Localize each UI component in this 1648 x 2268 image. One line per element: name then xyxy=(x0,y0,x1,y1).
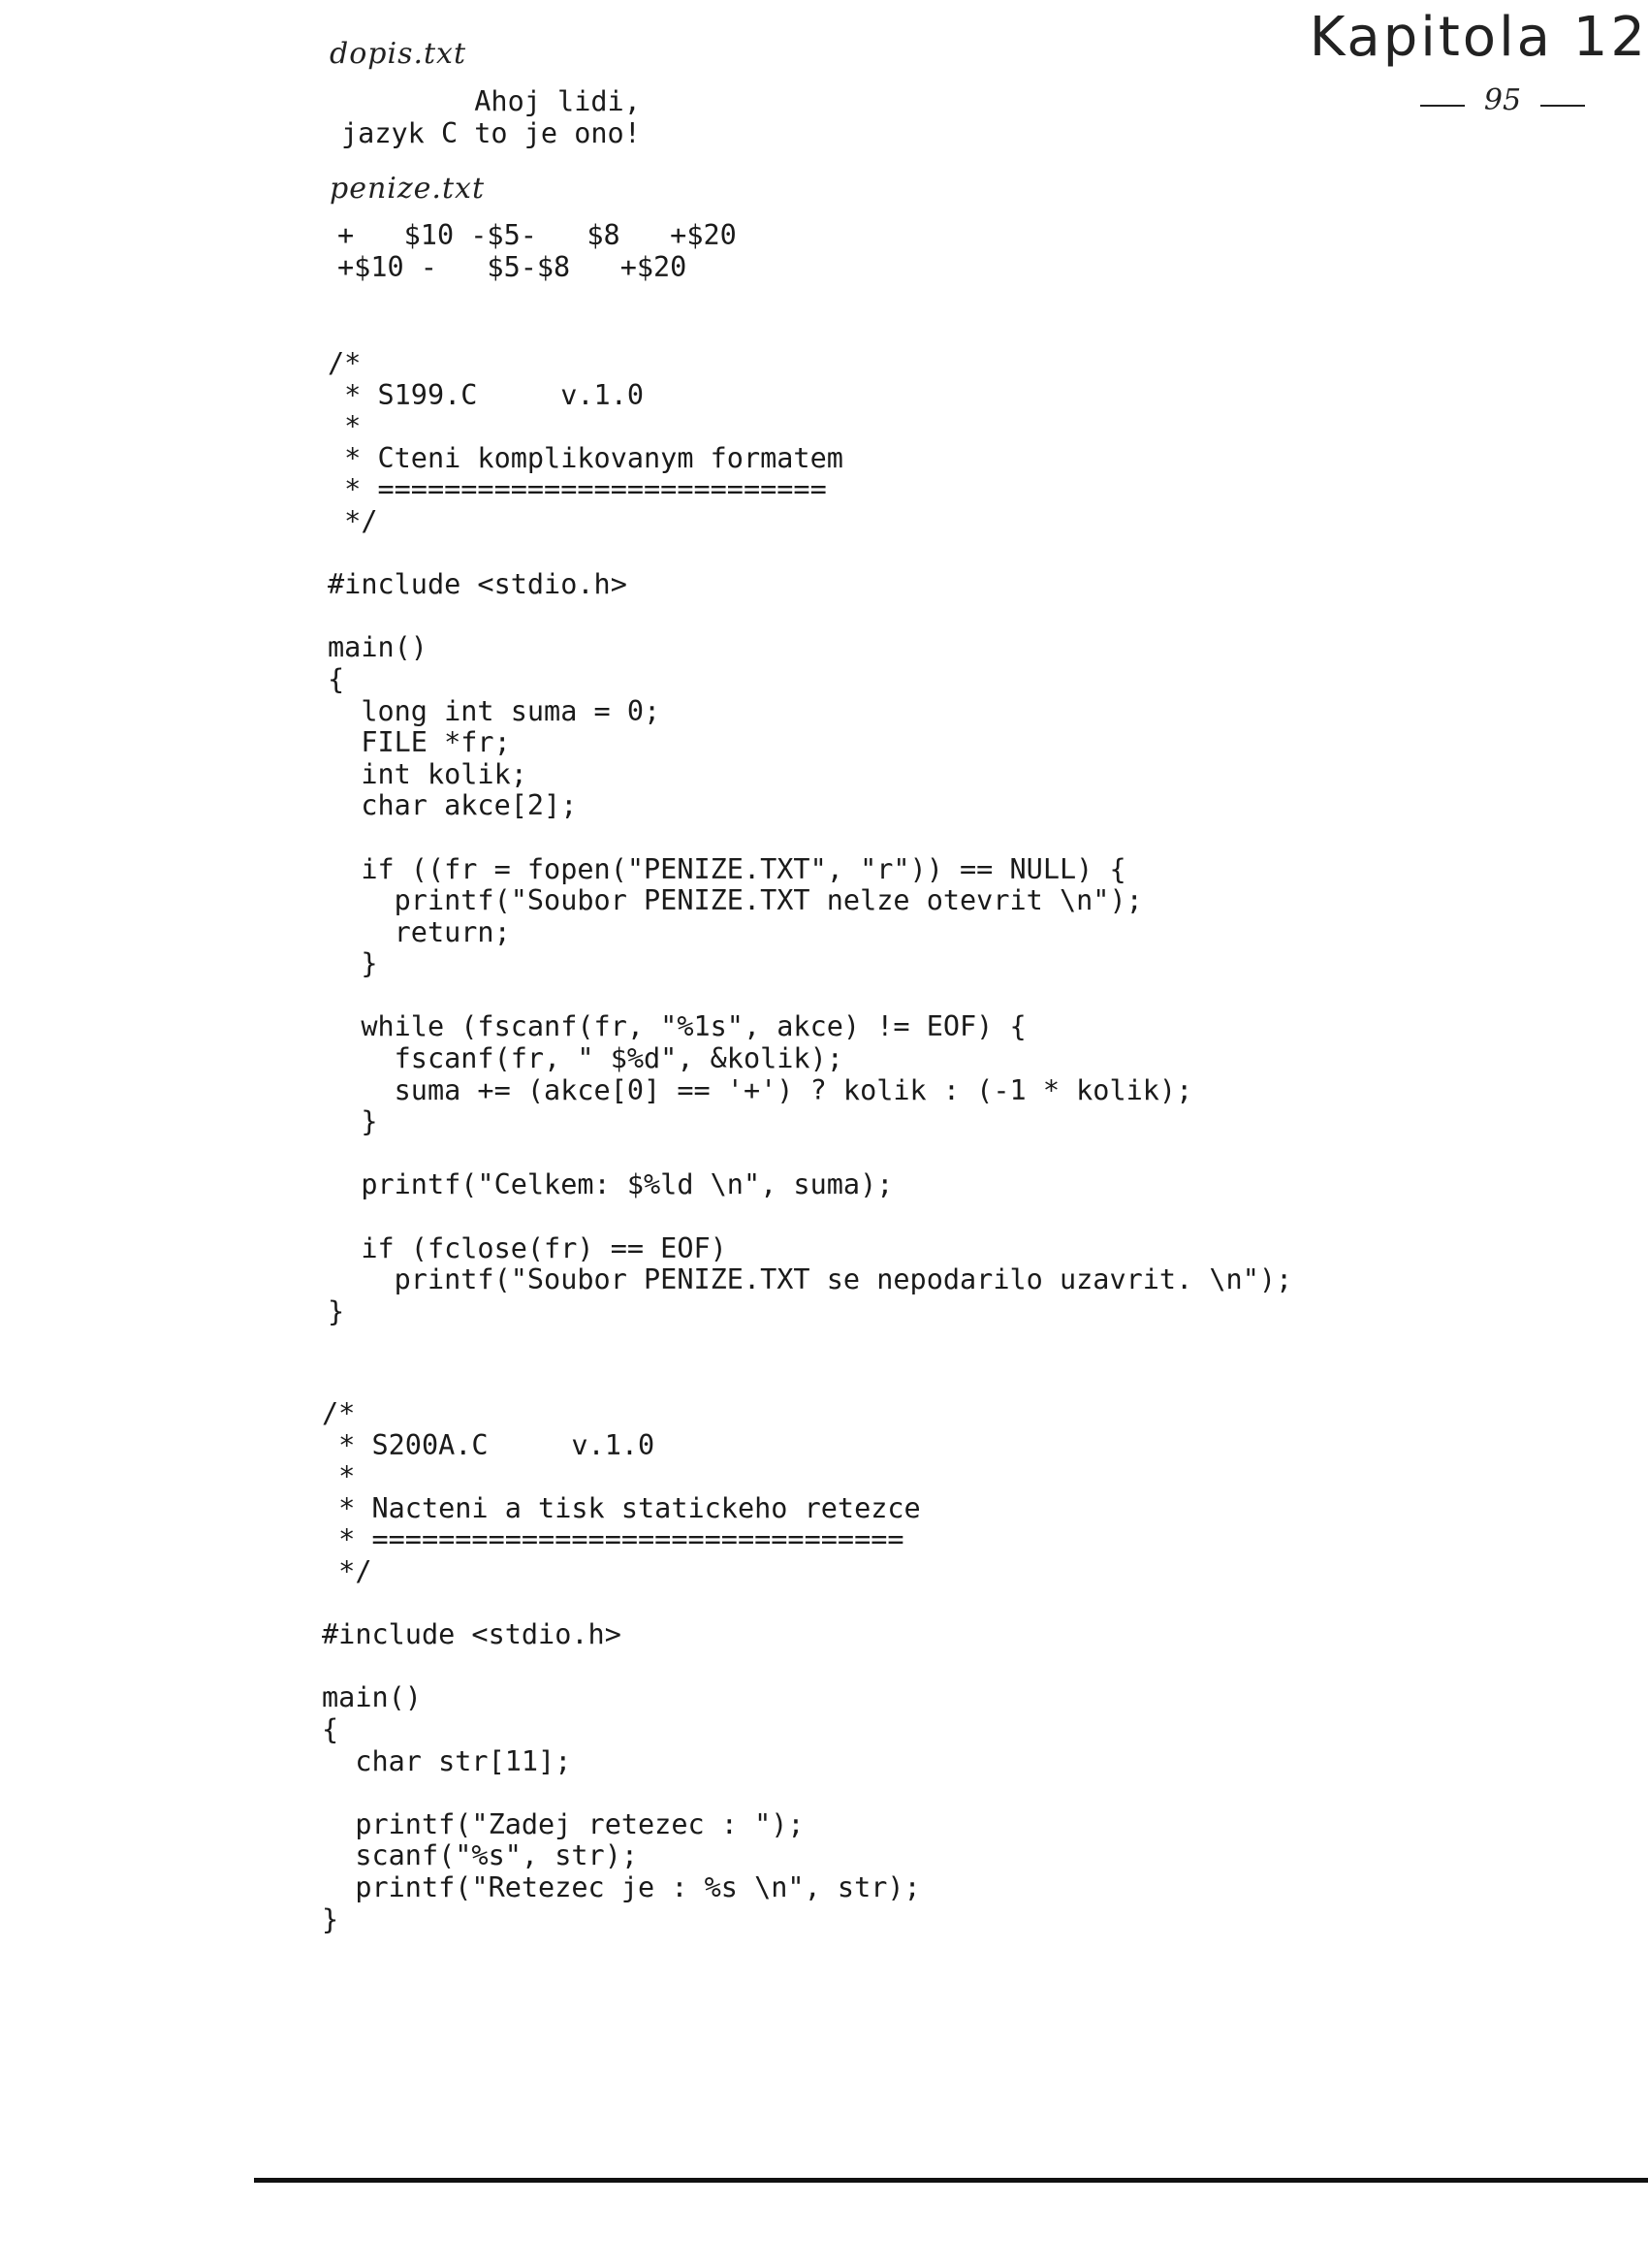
code-line: scanf("%s", str); xyxy=(322,1839,639,1872)
code-line: * xyxy=(328,410,362,443)
code-line: } xyxy=(328,1294,345,1327)
code-line: #include <stdio.h> xyxy=(322,1618,621,1651)
code-line: * Cteni komplikovanym formatem xyxy=(328,441,843,474)
code-line: long int suma = 0; xyxy=(328,694,661,727)
code-line: { xyxy=(322,1712,339,1745)
code-line: } xyxy=(322,1902,339,1935)
filename-penize: penize.txt xyxy=(330,172,485,206)
code-line: * S200A.C v.1.0 xyxy=(322,1428,655,1461)
code-line: if (fclose(fr) == EOF) xyxy=(328,1231,727,1264)
code-line: * Nacteni a tisk statickeho retezce xyxy=(322,1491,921,1524)
text-line: +$10 - $5-$8 +$20 xyxy=(337,251,687,283)
code-line: } xyxy=(328,947,378,980)
code-line: main() xyxy=(328,631,428,664)
code-listing-s200a xyxy=(322,1398,921,1935)
code-line: * S199.C v.1.0 xyxy=(328,378,645,411)
code-line: * ================================ xyxy=(322,1523,904,1556)
code-line: char str[11]; xyxy=(322,1744,572,1777)
code-line: * =========================== xyxy=(328,473,827,506)
code-line: */ xyxy=(328,504,378,537)
code-line: * xyxy=(322,1460,356,1493)
code-line: fscanf(fr, " $%d", &kolik); xyxy=(328,1042,843,1075)
code-line: printf("Soubor PENIZE.TXT nelze otevrit \n"); xyxy=(328,884,1143,917)
text-line: Ahoj lidi, xyxy=(341,85,641,117)
code-line: while (fscanf(fr, "%1s", akce) != EOF) { xyxy=(328,1010,1027,1043)
text-line: + $10 -$5- $8 +$20 xyxy=(337,219,737,251)
penize-file-contents xyxy=(337,219,737,283)
code-line: printf("Soubor PENIZE.TXT se nepodarilo uzavrit. \n"); xyxy=(328,1263,1293,1296)
code-line: main() xyxy=(322,1681,422,1714)
chapter-heading: Kapitola 12 xyxy=(1309,6,1648,69)
code-line: } xyxy=(328,1105,378,1138)
code-line: /* xyxy=(322,1397,356,1429)
code-line: /* xyxy=(328,347,362,379)
code-listing-s199 xyxy=(328,348,1292,1327)
code-line: int kolik; xyxy=(328,757,527,790)
code-line: #include <stdio.h> xyxy=(328,568,627,601)
text-line: jazyk C to je ono! xyxy=(341,117,641,149)
code-line: suma += (akce[0] == '+') ? kolik : (-1 * kolik); xyxy=(328,1073,1193,1106)
code-line: { xyxy=(328,662,345,695)
code-line: printf("Celkem: $%ld \n", suma); xyxy=(328,1168,894,1201)
code-line: return; xyxy=(328,915,511,948)
code-line: char akce[2]; xyxy=(328,789,578,822)
filename-dopis: dopis.txt xyxy=(330,37,467,71)
code-line: printf("Zadej retezec : "); xyxy=(322,1807,805,1840)
page-number: 95 xyxy=(1420,83,1585,117)
code-line: if ((fr = fopen("PENIZE.TXT", "r")) == NULL) { xyxy=(328,852,1126,885)
code-line: */ xyxy=(322,1554,372,1587)
bottom-rule xyxy=(254,2178,1648,2183)
code-line: FILE *fr; xyxy=(328,726,511,759)
code-line: printf("Retezec je : %s \n", str); xyxy=(322,1870,921,1903)
dopis-file-contents xyxy=(341,85,641,149)
